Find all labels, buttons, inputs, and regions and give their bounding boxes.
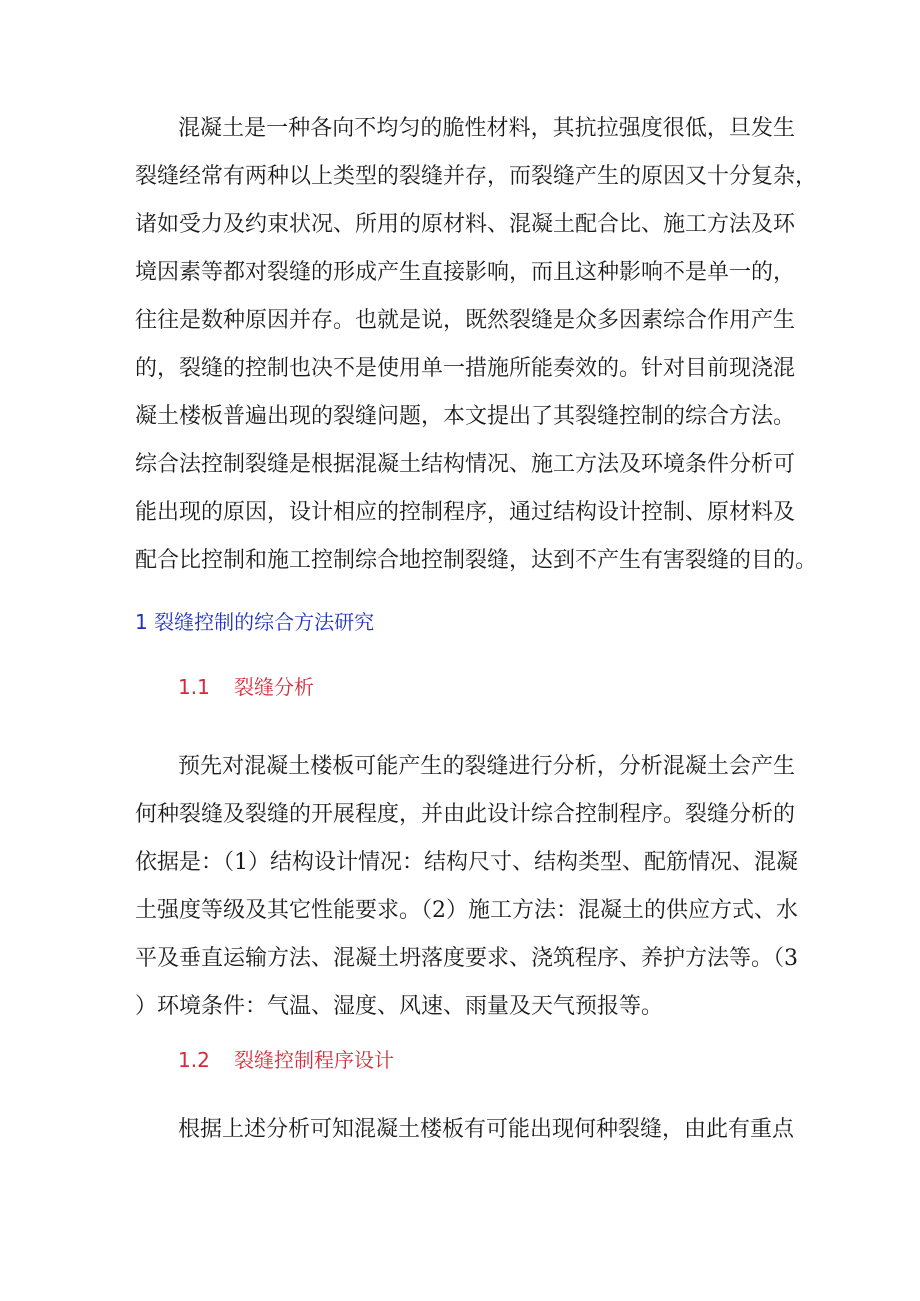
text-line: 诸如受力及约束状况、所用的原材料、混凝土配合比、施工方法及环 [135, 212, 796, 237]
text-line: 何种裂缝及裂缝的开展程度，并由此设计综合控制程序。裂缝分析的 [135, 802, 796, 827]
subsection-title: 裂缝控制程序设计 [234, 1048, 394, 1072]
text-line: 预先对混凝土楼板可能产生的裂缝进行分析，分析混凝土会产生 [178, 754, 795, 779]
text-line: 的，裂缝的控制也决不是使用单一措施所能奏效的。针对目前现浇混 [135, 356, 796, 381]
text-line: 平及垂直运输方法、混凝土坍落度要求、浇筑程序、养护方法等。（3 [135, 946, 798, 971]
text-line: 凝土楼板普遍出现的裂缝问题，本文提出了其裂缝控制的综合方法。 [135, 404, 796, 429]
text-line: 混凝土是一种各向不均匀的脆性材料，其抗拉强度很低，旦发生 [178, 116, 795, 141]
text-line: 根据上述分析可知混凝土楼板有可能出现何种裂缝，由此有重点 [178, 1117, 795, 1142]
text-line: 能出现的原因，设计相应的控制程序，通过结构设计控制、原材料及 [135, 500, 796, 525]
subsection-title: 裂缝分析 [234, 675, 314, 699]
text-line: 境因素等都对裂缝的形成产生直接影响，而且这种影响不是单一的， [135, 260, 796, 285]
section-heading: 1 裂缝控制的综合方法研究 [135, 610, 375, 634]
subsection-number: 1.1 [178, 675, 210, 699]
subsection-number: 1.2 [178, 1048, 210, 1072]
text-line: 依据是：（1）结构设计情况：结构尺寸、结构类型、配筋情况、混凝 [135, 850, 798, 875]
text-line: 配合比控制和施工控制综合地控制裂缝，达到不产生有害裂缝的目的。 [135, 548, 818, 573]
text-line: 综合法控制裂缝是根据混凝土结构情况、施工方法及环境条件分析可 [135, 452, 796, 477]
text-line: 往往是数种原因并存。也就是说，既然裂缝是众多因素综合作用产生 [135, 308, 796, 333]
text-line: 裂缝经常有两种以上类型的裂缝并存，而裂缝产生的原因又十分复杂， [135, 164, 818, 189]
subsection-heading-1-1 [178, 673, 314, 701]
subsection-heading-1-2 [178, 1046, 394, 1074]
text-line: 土强度等级及其它性能要求。（2）施工方法：混凝土的供应方式、水 [135, 898, 798, 923]
text-line: ）环境条件：气温、湿度、风速、雨量及天气预报等。 [135, 994, 664, 1019]
